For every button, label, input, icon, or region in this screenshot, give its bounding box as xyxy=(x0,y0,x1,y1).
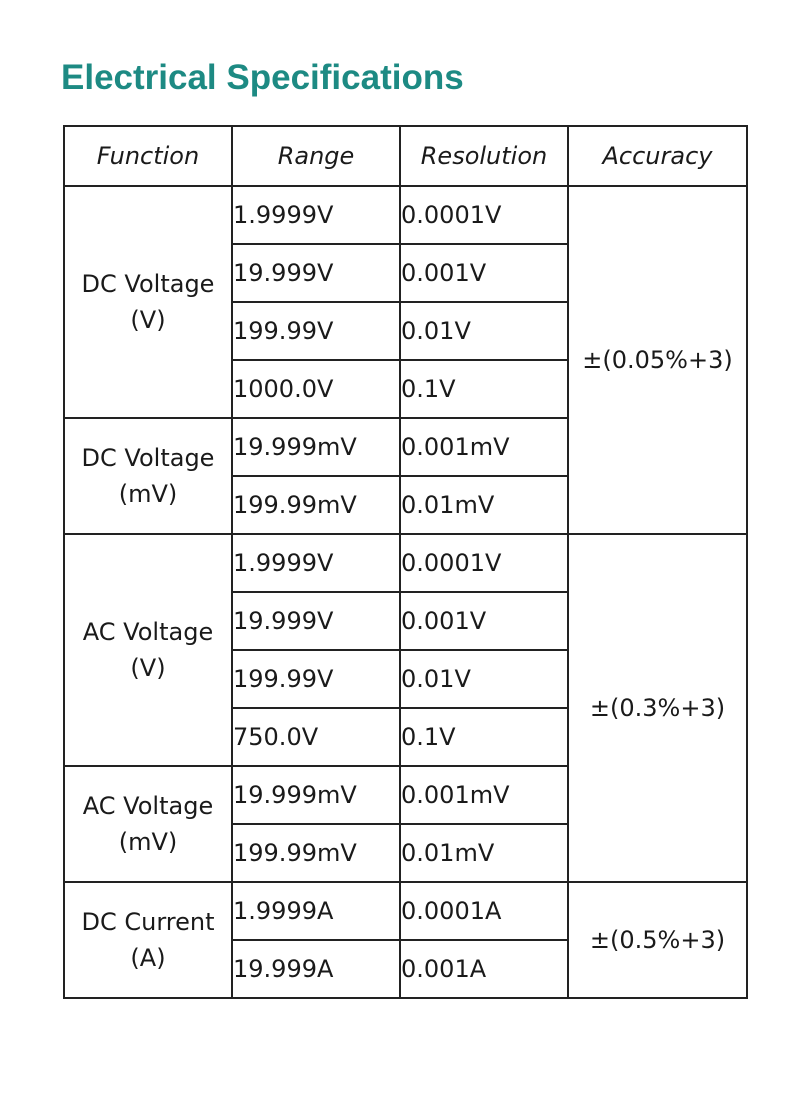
table-row xyxy=(64,186,747,244)
header-function: Function xyxy=(64,126,232,186)
resolution-cell: 0.01mV xyxy=(400,824,568,882)
header-resolution: Resolution xyxy=(400,126,568,186)
range-cell: 199.99V xyxy=(232,302,400,360)
resolution-cell: 0.1V xyxy=(400,708,568,766)
range-cell: 1.9999V xyxy=(232,186,400,244)
function-line1: DC Voltage xyxy=(81,444,215,472)
range-cell: 19.999mV xyxy=(232,418,400,476)
resolution-cell: 0.0001A xyxy=(400,882,568,940)
function-line1: DC Voltage xyxy=(81,270,215,298)
resolution-cell: 0.001mV xyxy=(400,418,568,476)
table-row xyxy=(64,534,747,592)
range-cell: 1000.0V xyxy=(232,360,400,418)
range-cell: 199.99mV xyxy=(232,476,400,534)
range-cell: 19.999mV xyxy=(232,766,400,824)
accuracy-cell: ±(0.5%+3) xyxy=(568,882,747,998)
header-row xyxy=(64,126,747,186)
range-cell: 19.999V xyxy=(232,244,400,302)
accuracy-cell: ±(0.05%+3) xyxy=(568,186,747,534)
function-line1: AC Voltage xyxy=(82,792,214,820)
function-line1: DC Current xyxy=(81,908,215,936)
specifications-table xyxy=(63,125,748,999)
function-line2: (V) xyxy=(130,306,166,334)
resolution-cell: 0.001V xyxy=(400,244,568,302)
range-cell: 19.999V xyxy=(232,592,400,650)
header-range: Range xyxy=(232,126,400,186)
range-cell: 199.99V xyxy=(232,650,400,708)
function-line2: (mV) xyxy=(118,480,178,508)
resolution-cell: 0.0001V xyxy=(400,534,568,592)
resolution-cell: 0.01V xyxy=(400,650,568,708)
resolution-cell: 0.01mV xyxy=(400,476,568,534)
resolution-cell: 0.001mV xyxy=(400,766,568,824)
function-cell xyxy=(64,534,232,766)
resolution-cell: 0.001A xyxy=(400,940,568,998)
resolution-cell: 0.0001V xyxy=(400,186,568,244)
function-line1: AC Voltage xyxy=(82,618,214,646)
resolution-cell: 0.001V xyxy=(400,592,568,650)
function-line2: (V) xyxy=(130,654,166,682)
function-line2: (A) xyxy=(130,944,166,972)
range-cell: 1.9999A xyxy=(232,882,400,940)
function-cell xyxy=(64,766,232,882)
function-cell xyxy=(64,882,232,998)
range-cell: 750.0V xyxy=(232,708,400,766)
range-cell: 199.99mV xyxy=(232,824,400,882)
resolution-cell: 0.1V xyxy=(400,360,568,418)
resolution-cell: 0.01V xyxy=(400,302,568,360)
range-cell: 19.999A xyxy=(232,940,400,998)
function-line2: (mV) xyxy=(118,828,178,856)
range-cell: 1.9999V xyxy=(232,534,400,592)
page-title: Electrical Specifications xyxy=(61,58,464,97)
accuracy-cell: ±(0.3%+3) xyxy=(568,534,747,882)
function-cell xyxy=(64,418,232,534)
table-row xyxy=(64,882,747,940)
header-accuracy: Accuracy xyxy=(568,126,747,186)
function-cell xyxy=(64,186,232,418)
